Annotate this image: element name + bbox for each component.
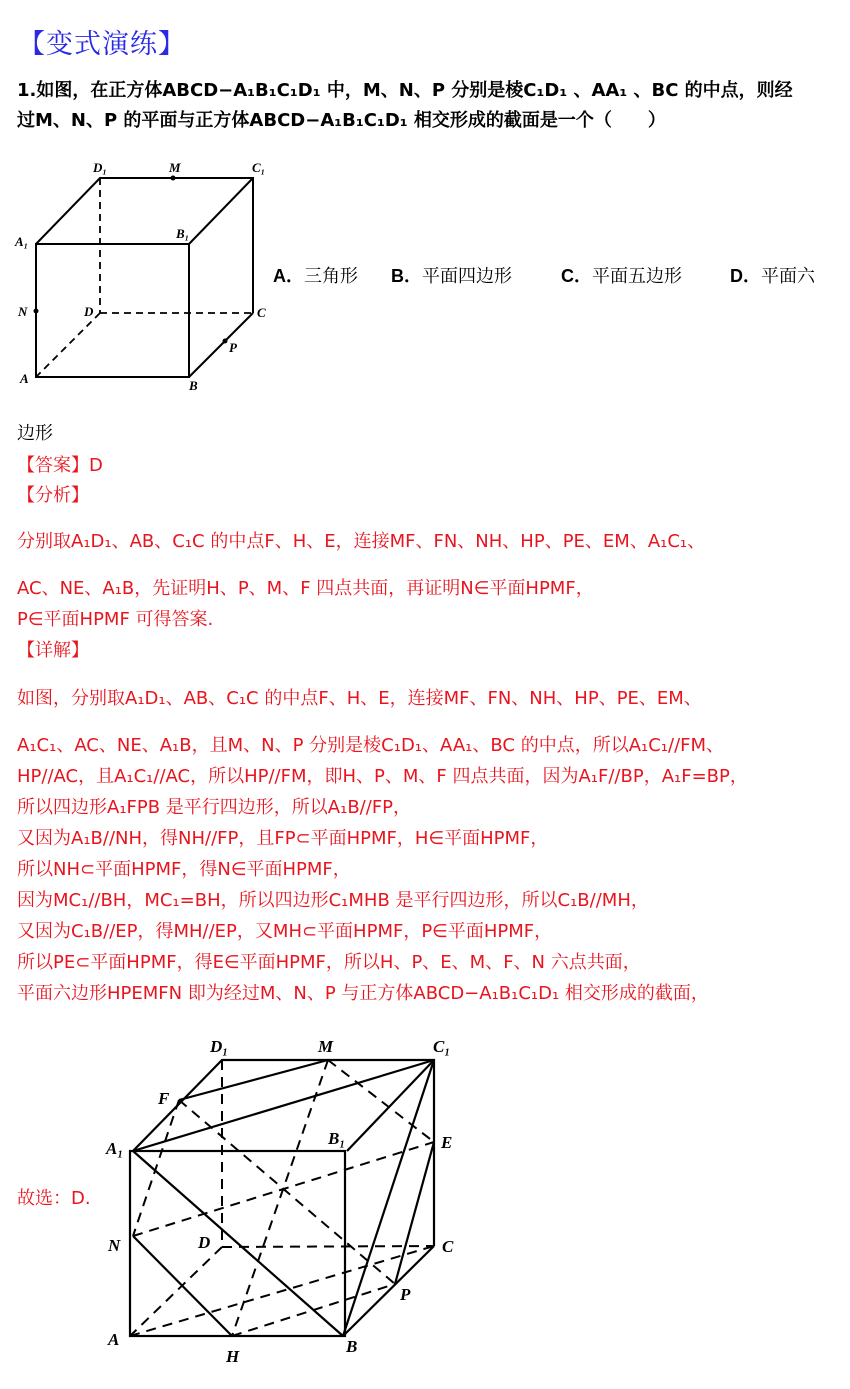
label-n: N xyxy=(18,304,28,319)
label-d: D xyxy=(198,1233,211,1252)
answer-line: 【答案】D xyxy=(17,455,103,476)
label-d1: D₁ xyxy=(93,160,107,175)
detail-line-5: 又因为A₁B//NH，得NH//FP，且FP⊂平面HPMF，H∈平面HPMF， xyxy=(17,828,549,849)
option-c: C．平面五边形 xyxy=(561,266,682,287)
question-line-1: 1.如图，在正方体ABCD−A₁B₁C₁D₁ 中，M、N、P 分别是棱C₁D₁ 、AA₁ 、BC 的中点，则经 xyxy=(17,80,793,101)
label-m: M xyxy=(169,160,181,175)
label-c1: C₁ xyxy=(252,160,266,175)
label-a: A xyxy=(108,1330,120,1349)
label-a: A xyxy=(20,371,29,386)
cube-figure-2 xyxy=(0,1020,480,1389)
detail-line-6: 所以NH⊂平面HPMF，得N∈平面HPMF， xyxy=(17,859,351,880)
question-line-2: 过M、N、P 的平面与正方体ABCD−A₁B₁C₁D₁ 相交形成的截面是一个（ ） xyxy=(17,110,666,131)
analysis-line-3: P∈平面HPMF 可得答案. xyxy=(17,609,214,630)
label-m: M xyxy=(318,1037,334,1056)
point-n xyxy=(34,309,39,314)
conclusion: 故选：D. xyxy=(17,1188,91,1209)
label-c: C xyxy=(257,305,266,320)
detail-line-1: 如图，分别取A₁D₁、AB、C₁C 的中点F、H、E，连接MF、FN、NH、HP、PE、EM、 xyxy=(17,688,702,709)
label-h: H xyxy=(226,1347,240,1366)
detail-line-4: 所以四边形A₁FPB 是平行四边形，所以A₁B//FP， xyxy=(17,797,412,818)
label-a1: A₁ xyxy=(15,234,29,249)
option-d-wrap: 边形 xyxy=(17,423,53,444)
option-d: D．平面六 xyxy=(730,266,815,287)
label-f: F xyxy=(158,1089,170,1108)
label-b: B xyxy=(346,1337,358,1356)
label-b1: B₁ xyxy=(176,226,190,241)
detail-line-3: HP//AC，且A₁C₁//AC，所以HP//FM，即H、P、M、F 四点共面，因为A₁F//BP，A₁F=BP， xyxy=(17,766,748,787)
label-d1: D₁ xyxy=(210,1037,229,1056)
label-c: C xyxy=(442,1237,454,1256)
detail-line-7: 因为MC₁//BH，MC₁=BH，所以四边形C₁MHB 是平行四边形，所以C₁B//MH， xyxy=(17,890,649,911)
label-p: P xyxy=(229,340,237,355)
detail-label: 【详解】 xyxy=(17,640,89,661)
analysis-line-1: 分别取A₁D₁、AB、C₁C 的中点F、H、E，连接MF、FN、NH、HP、PE、EM、A₁C₁、 xyxy=(17,531,706,552)
detail-line-10: 平面六边形HPEMFN 即为经过M、N、P 与正方体ABCD−A₁B₁C₁D₁ 相交形成的截面， xyxy=(17,983,709,1004)
label-e: E xyxy=(441,1133,453,1152)
analysis-line-2: AC、NE、A₁B，先证明H、P、M、F 四点共面，再证明N∈平面HPMF， xyxy=(17,578,594,599)
option-a: A．三角形 xyxy=(273,266,358,287)
label-c1: C₁ xyxy=(433,1037,451,1056)
detail-line-8: 又因为C₁B//EP，得MH//EP，又MH⊂平面HPMF，P∈平面HPMF， xyxy=(17,921,553,942)
label-d: D xyxy=(84,304,94,319)
label-b1: B₁ xyxy=(328,1129,346,1148)
label-n: N xyxy=(108,1236,121,1255)
label-p: P xyxy=(400,1285,411,1304)
option-b: B．平面四边形 xyxy=(391,266,512,287)
section-title: 【变式演练】 xyxy=(18,29,186,60)
point-p xyxy=(223,339,228,344)
detail-line-2: A₁C₁、AC、NE、A₁B，且M、N、P 分别是棱C₁D₁、AA₁、BC 的中点，所以A₁C₁//FM、 xyxy=(17,735,725,756)
label-a1: A₁ xyxy=(106,1139,124,1158)
label-b: B xyxy=(189,378,198,393)
detail-line-9: 所以PE⊂平面HPMF，得E∈平面HPMF，所以H、P、E、M、F、N 六点共面， xyxy=(17,952,641,973)
cube-figure-1 xyxy=(0,0,300,400)
point-m xyxy=(171,176,176,181)
analysis-label: 【分析】 xyxy=(17,485,89,506)
answer-value: D xyxy=(89,455,103,476)
